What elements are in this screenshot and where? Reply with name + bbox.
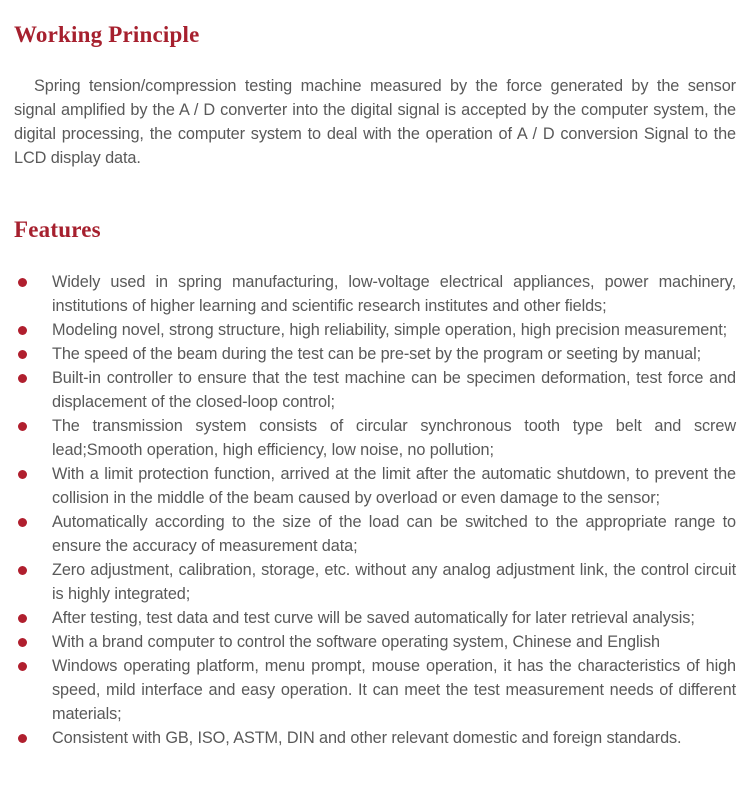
feature-item bbox=[14, 366, 736, 414]
feature-item-text: Consistent with GB, ISO, ASTM, DIN and other relevant domestic and foreign standards. bbox=[52, 729, 682, 747]
working-principle-paragraph: Spring tension/compression testing machine measured by the force generated by the sensor signal amplified by the A / D converter into the digital signal is accepted by the computer system, the digital processing, the computer system to deal with the operation of A / D conversion Signal to the LCD display data. bbox=[14, 77, 736, 167]
feature-item bbox=[14, 318, 736, 342]
feature-item bbox=[14, 462, 736, 510]
bullet-icon bbox=[18, 470, 27, 479]
feature-item-text: The transmission system consists of circular synchronous tooth type belt and screw lead;Smooth operation, high efficiency, low noise, no pollution; bbox=[52, 417, 736, 459]
bullet-icon bbox=[18, 374, 27, 383]
feature-item-text: Widely used in spring manufacturing, low-voltage electrical appliances, power machinery, institutions of higher learning and scientific research institutes and other fields; bbox=[52, 273, 736, 315]
feature-item-text: The speed of the beam during the test can be pre-set by the program or seeting by manual; bbox=[52, 345, 702, 363]
feature-item bbox=[14, 726, 736, 750]
bullet-icon bbox=[18, 326, 27, 335]
bullet-icon bbox=[18, 518, 27, 527]
features-list bbox=[14, 270, 736, 750]
bullet-icon bbox=[18, 566, 27, 575]
bullet-icon bbox=[18, 638, 27, 647]
feature-item-text: Windows operating platform, menu prompt, mouse operation, it has the characteristics of high speed, mild interface and easy operation. It can meet the test measurement needs of different materials; bbox=[52, 657, 736, 723]
feature-item bbox=[14, 270, 736, 318]
feature-item bbox=[14, 630, 736, 654]
bullet-icon bbox=[18, 422, 27, 431]
feature-item bbox=[14, 654, 736, 726]
working-principle-heading: Working Principle bbox=[14, 22, 200, 47]
bullet-icon bbox=[18, 614, 27, 623]
feature-item-text: Built-in controller to ensure that the test machine can be specimen deformation, test force and displacement of the closed-loop control; bbox=[52, 369, 736, 411]
feature-item bbox=[14, 510, 736, 558]
bullet-icon bbox=[18, 350, 27, 359]
features-heading: Features bbox=[14, 217, 101, 242]
bullet-icon bbox=[18, 734, 27, 743]
feature-item-text: With a brand computer to control the software operating system, Chinese and English bbox=[52, 633, 660, 651]
feature-item-text: After testing, test data and test curve will be saved automatically for later retrieval analysis; bbox=[52, 609, 695, 627]
bullet-icon bbox=[18, 662, 27, 671]
feature-item-text: Modeling novel, strong structure, high reliability, simple operation, high precision measurement; bbox=[52, 321, 728, 339]
feature-item-text: Zero adjustment, calibration, storage, etc. without any analog adjustment link, the control circuit is highly integrated; bbox=[52, 561, 736, 603]
feature-item bbox=[14, 606, 736, 630]
feature-item-text: With a limit protection function, arrived at the limit after the automatic shutdown, to prevent the collision in the middle of the beam caused by overload or even damage to the sensor; bbox=[52, 465, 736, 507]
feature-item bbox=[14, 558, 736, 606]
feature-item bbox=[14, 342, 736, 366]
feature-item-text: Automatically according to the size of the load can be switched to the appropriate range to ensure the accuracy of measurement data; bbox=[52, 513, 736, 555]
feature-item bbox=[14, 414, 736, 462]
bullet-icon bbox=[18, 278, 27, 287]
